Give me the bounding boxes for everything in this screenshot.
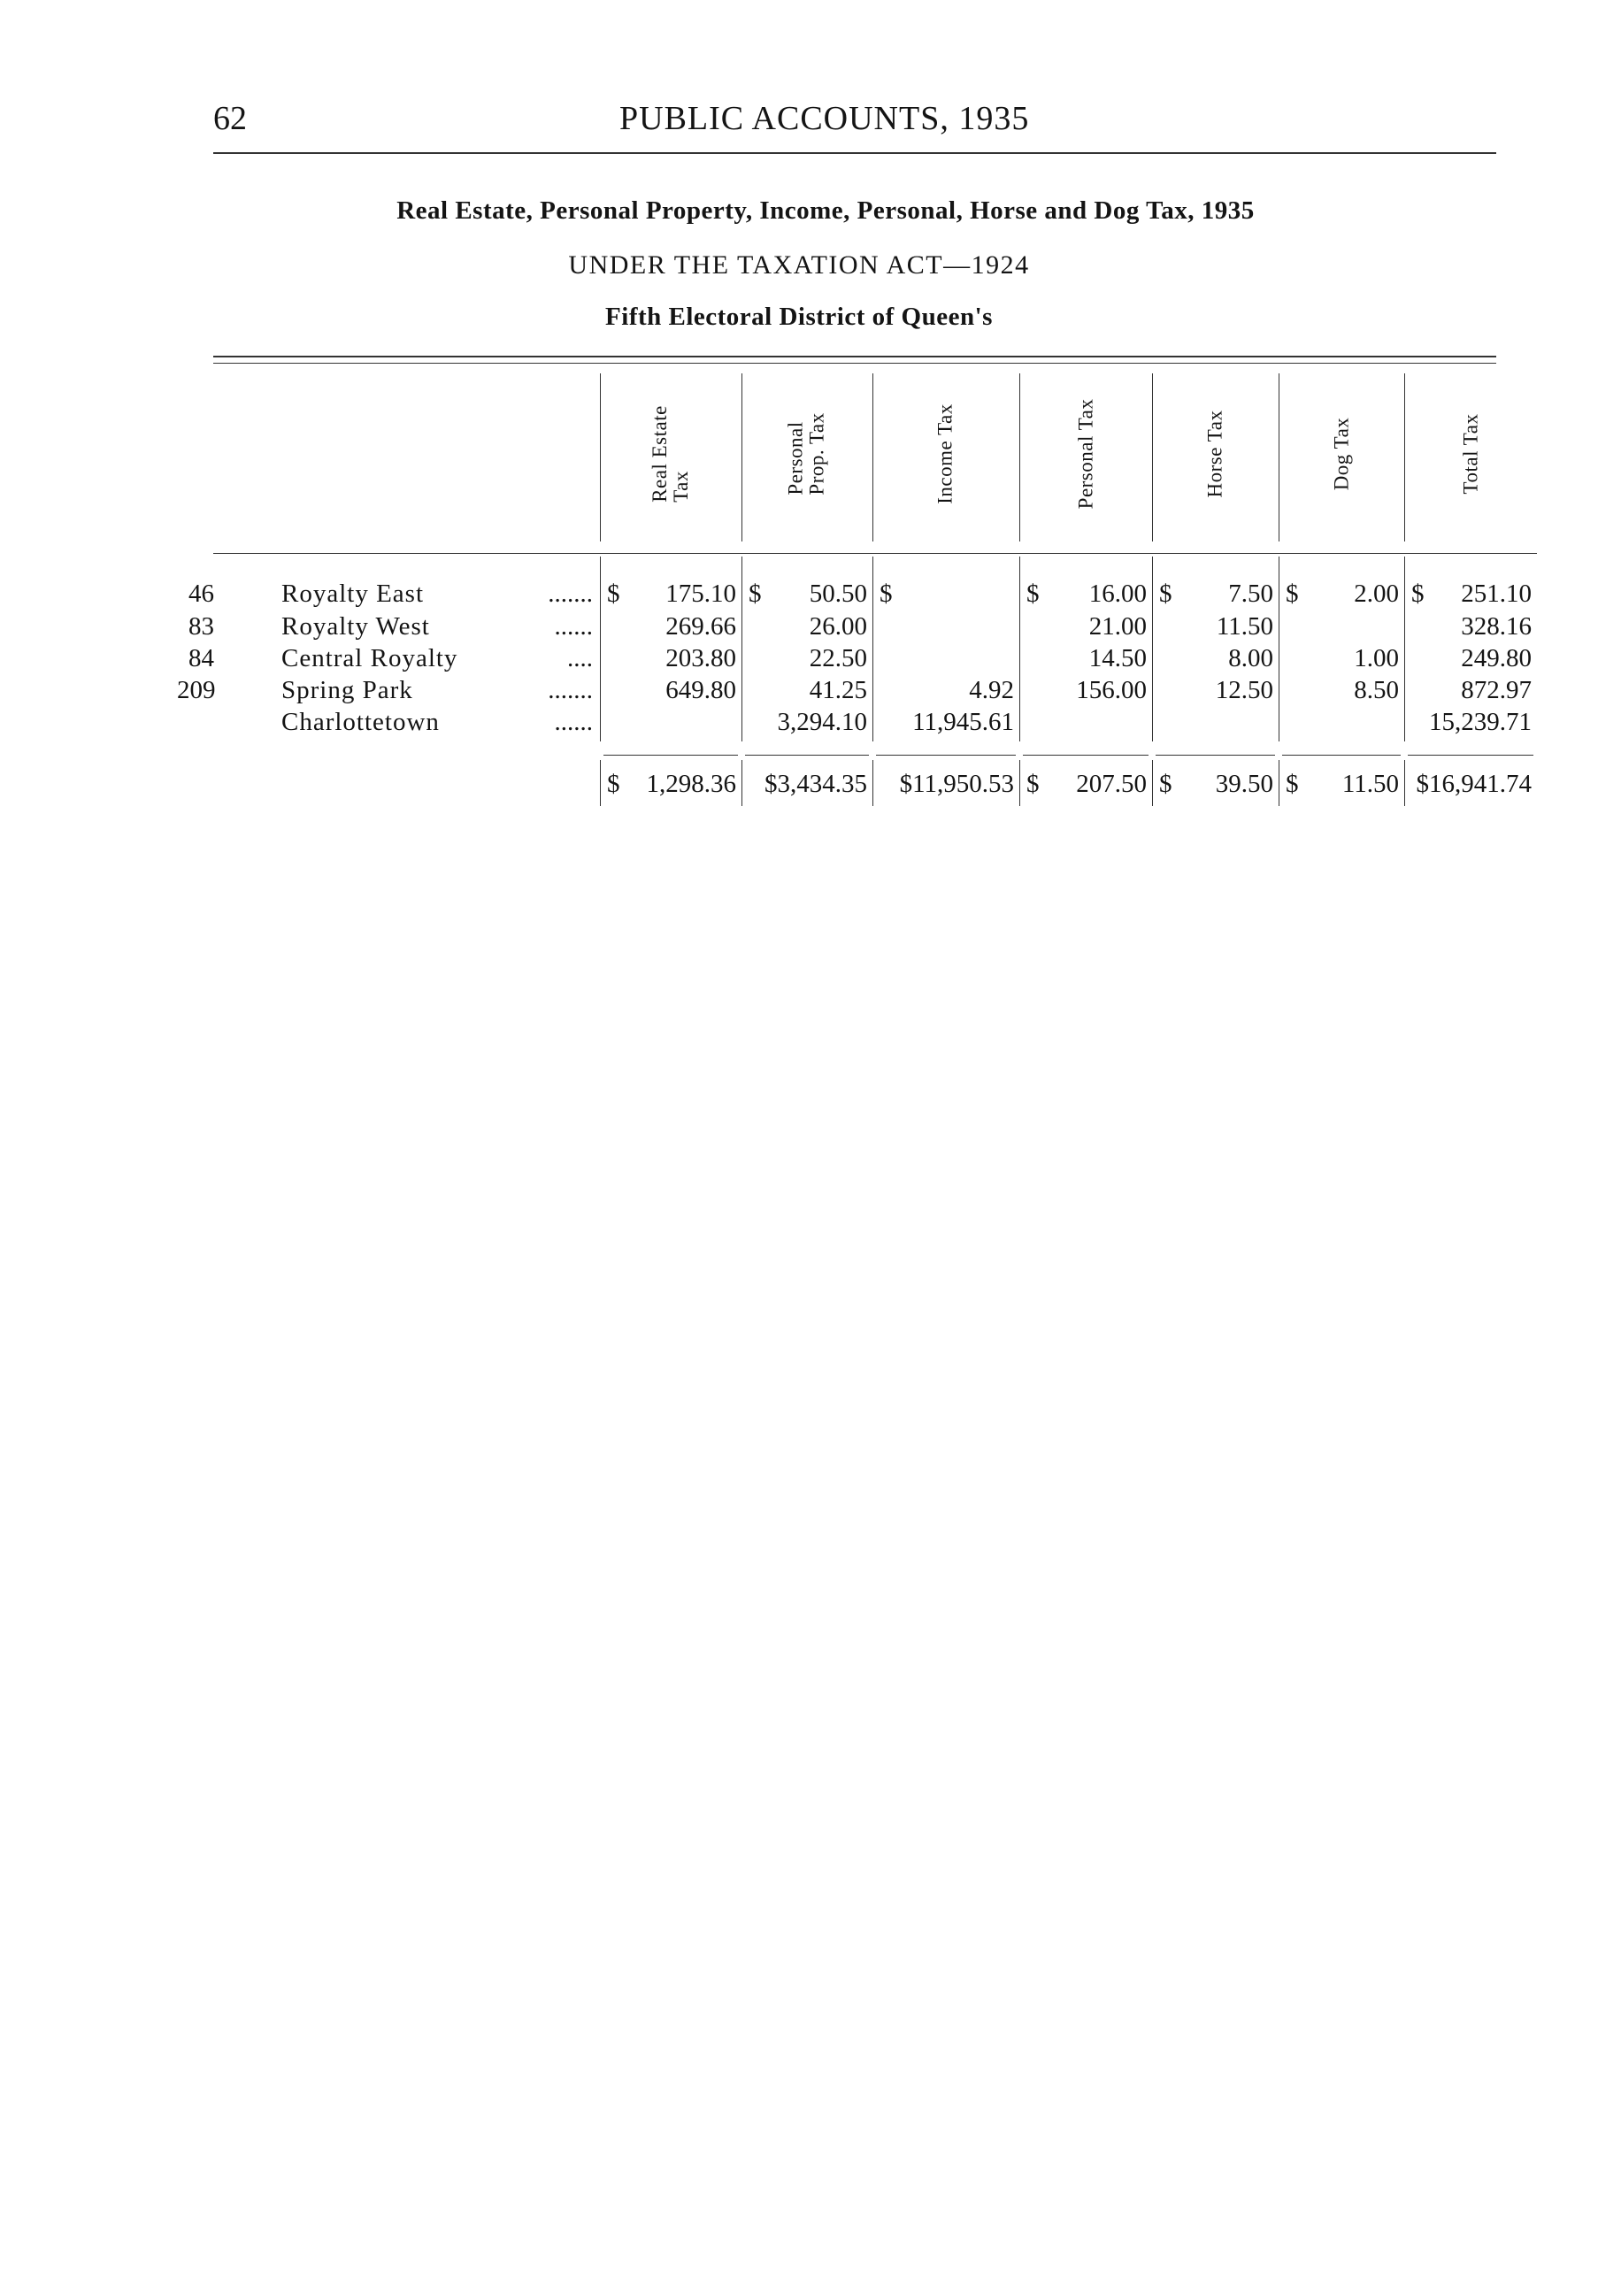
column-header-label: Horse Tax <box>1203 410 1226 497</box>
value-horse-tax: 12.50 <box>1215 676 1273 704</box>
value-dog-tax: 1.00 <box>1354 644 1399 672</box>
column-header-total-tax <box>1404 380 1537 526</box>
column-header-real-estate-tax <box>600 380 741 526</box>
header-column-rule <box>1152 373 1153 541</box>
total-total-tax: $16,941.74 <box>1416 770 1532 798</box>
table-top-rule-1 <box>213 356 1496 357</box>
value-personal-prop-tax: 50.50 <box>809 580 867 608</box>
header-bottom-rule <box>213 553 1537 554</box>
total-real-estate-tax: 1,298.36 <box>646 770 736 798</box>
value-personal-prop-tax: 41.25 <box>809 676 867 704</box>
value-total-tax: 251.10 <box>1461 580 1532 608</box>
row-leader-dots: ....... <box>548 580 593 608</box>
value-real-estate-tax: 269.66 <box>665 612 736 641</box>
sum-rule <box>1156 755 1275 756</box>
district-title: Fifth Electoral District of Queen's <box>605 303 993 331</box>
currency-symbol: $ <box>880 580 893 608</box>
page-number: 62 <box>213 100 247 137</box>
table-subtitle: UNDER THE TAXATION ACT—1924 <box>568 250 1030 280</box>
row-name: Royalty West <box>281 612 430 641</box>
table-row <box>0 676 1598 708</box>
currency-symbol: $ <box>1159 770 1172 798</box>
column-header-label: Personal Tax <box>1073 398 1096 509</box>
value-dog-tax: 8.50 <box>1354 676 1399 704</box>
column-header-personal-prop-tax <box>741 380 872 526</box>
table-row <box>0 708 1598 740</box>
currency-symbol: $ <box>1026 770 1040 798</box>
value-personal-prop-tax: 3,294.10 <box>777 708 867 736</box>
total-income-tax: $11,950.53 <box>899 770 1014 798</box>
column-header-income-tax <box>872 380 1019 526</box>
column-header-dog-tax <box>1279 380 1404 526</box>
table-title: Real Estate, Personal Property, Income, Personal, Horse and Dog Tax, 1935 <box>396 196 1255 225</box>
row-leader-dots: .... <box>567 644 593 672</box>
currency-symbol: $ <box>749 580 762 608</box>
header-column-rule <box>872 373 873 541</box>
value-total-tax: 15,239.71 <box>1429 708 1532 736</box>
currency-symbol: $ <box>1411 580 1425 608</box>
value-dog-tax: 2.00 <box>1354 580 1399 608</box>
value-total-tax: 249.80 <box>1461 644 1532 672</box>
row-name: Charlottetown <box>281 708 440 736</box>
value-total-tax: 328.16 <box>1461 612 1532 641</box>
column-header-label: Personal Prop. Tax <box>785 411 828 495</box>
header-rule <box>213 152 1496 154</box>
sum-rule <box>603 755 738 756</box>
table-row <box>0 644 1598 676</box>
value-personal-tax: 156.00 <box>1076 676 1147 704</box>
column-header-personal-tax <box>1019 380 1152 526</box>
value-horse-tax: 8.00 <box>1228 644 1273 672</box>
total-personal-tax: 207.50 <box>1076 770 1147 798</box>
sum-rule <box>1408 755 1533 756</box>
totals-row <box>0 770 1598 802</box>
total-horse-tax: 39.50 <box>1215 770 1273 798</box>
value-real-estate-tax: 649.80 <box>665 676 736 704</box>
running-title: PUBLIC ACCOUNTS, 1935 <box>619 100 1030 137</box>
column-header-label: Real Estate Tax <box>648 404 692 503</box>
column-header-label: Income Tax <box>933 403 956 504</box>
value-income-tax: 4.92 <box>969 676 1014 704</box>
row-number: 209 <box>177 676 216 704</box>
value-personal-tax: 14.50 <box>1088 644 1147 672</box>
total-personal-prop-tax: $3,434.35 <box>764 770 867 798</box>
currency-symbol: $ <box>607 580 620 608</box>
sum-rule <box>1023 755 1149 756</box>
sum-rule <box>745 755 869 756</box>
column-header-label: Dog Tax <box>1329 417 1352 490</box>
currency-symbol: $ <box>1026 580 1040 608</box>
row-leader-dots: ...... <box>554 612 593 641</box>
value-total-tax: 872.97 <box>1461 676 1532 704</box>
row-number: 46 <box>188 580 214 608</box>
row-name: Central Royalty <box>281 644 458 672</box>
value-personal-tax: 21.00 <box>1088 612 1147 641</box>
header-column-rule <box>1019 373 1020 541</box>
column-header-label: Total Tax <box>1458 413 1481 494</box>
value-real-estate-tax: 175.10 <box>665 580 736 608</box>
currency-symbol: $ <box>607 770 620 798</box>
value-personal-prop-tax: 22.50 <box>809 644 867 672</box>
header-column-rule <box>741 373 742 541</box>
table-row <box>0 580 1598 611</box>
currency-symbol: $ <box>1159 580 1172 608</box>
sum-rule <box>1282 755 1401 756</box>
row-number: 84 <box>188 644 214 672</box>
value-real-estate-tax: 203.80 <box>665 644 736 672</box>
value-personal-prop-tax: 26.00 <box>809 612 867 641</box>
sum-rule <box>876 755 1016 756</box>
header-column-rule <box>1404 373 1405 541</box>
row-leader-dots: ...... <box>554 708 593 736</box>
value-horse-tax: 11.50 <box>1216 612 1273 641</box>
row-name: Spring Park <box>281 676 413 704</box>
column-header-horse-tax <box>1152 380 1279 526</box>
header-column-rule <box>600 373 601 541</box>
row-name: Royalty East <box>281 580 425 608</box>
value-income-tax: 11,945.61 <box>912 708 1014 736</box>
row-leader-dots: ....... <box>548 676 593 704</box>
value-personal-tax: 16.00 <box>1088 580 1147 608</box>
currency-symbol: $ <box>1286 770 1299 798</box>
table-top-rule-2 <box>213 363 1496 364</box>
row-number: 83 <box>188 612 214 641</box>
table-row <box>0 612 1598 644</box>
total-dog-tax: 11.50 <box>1341 770 1399 798</box>
currency-symbol: $ <box>1286 580 1299 608</box>
value-horse-tax: 7.50 <box>1228 580 1273 608</box>
